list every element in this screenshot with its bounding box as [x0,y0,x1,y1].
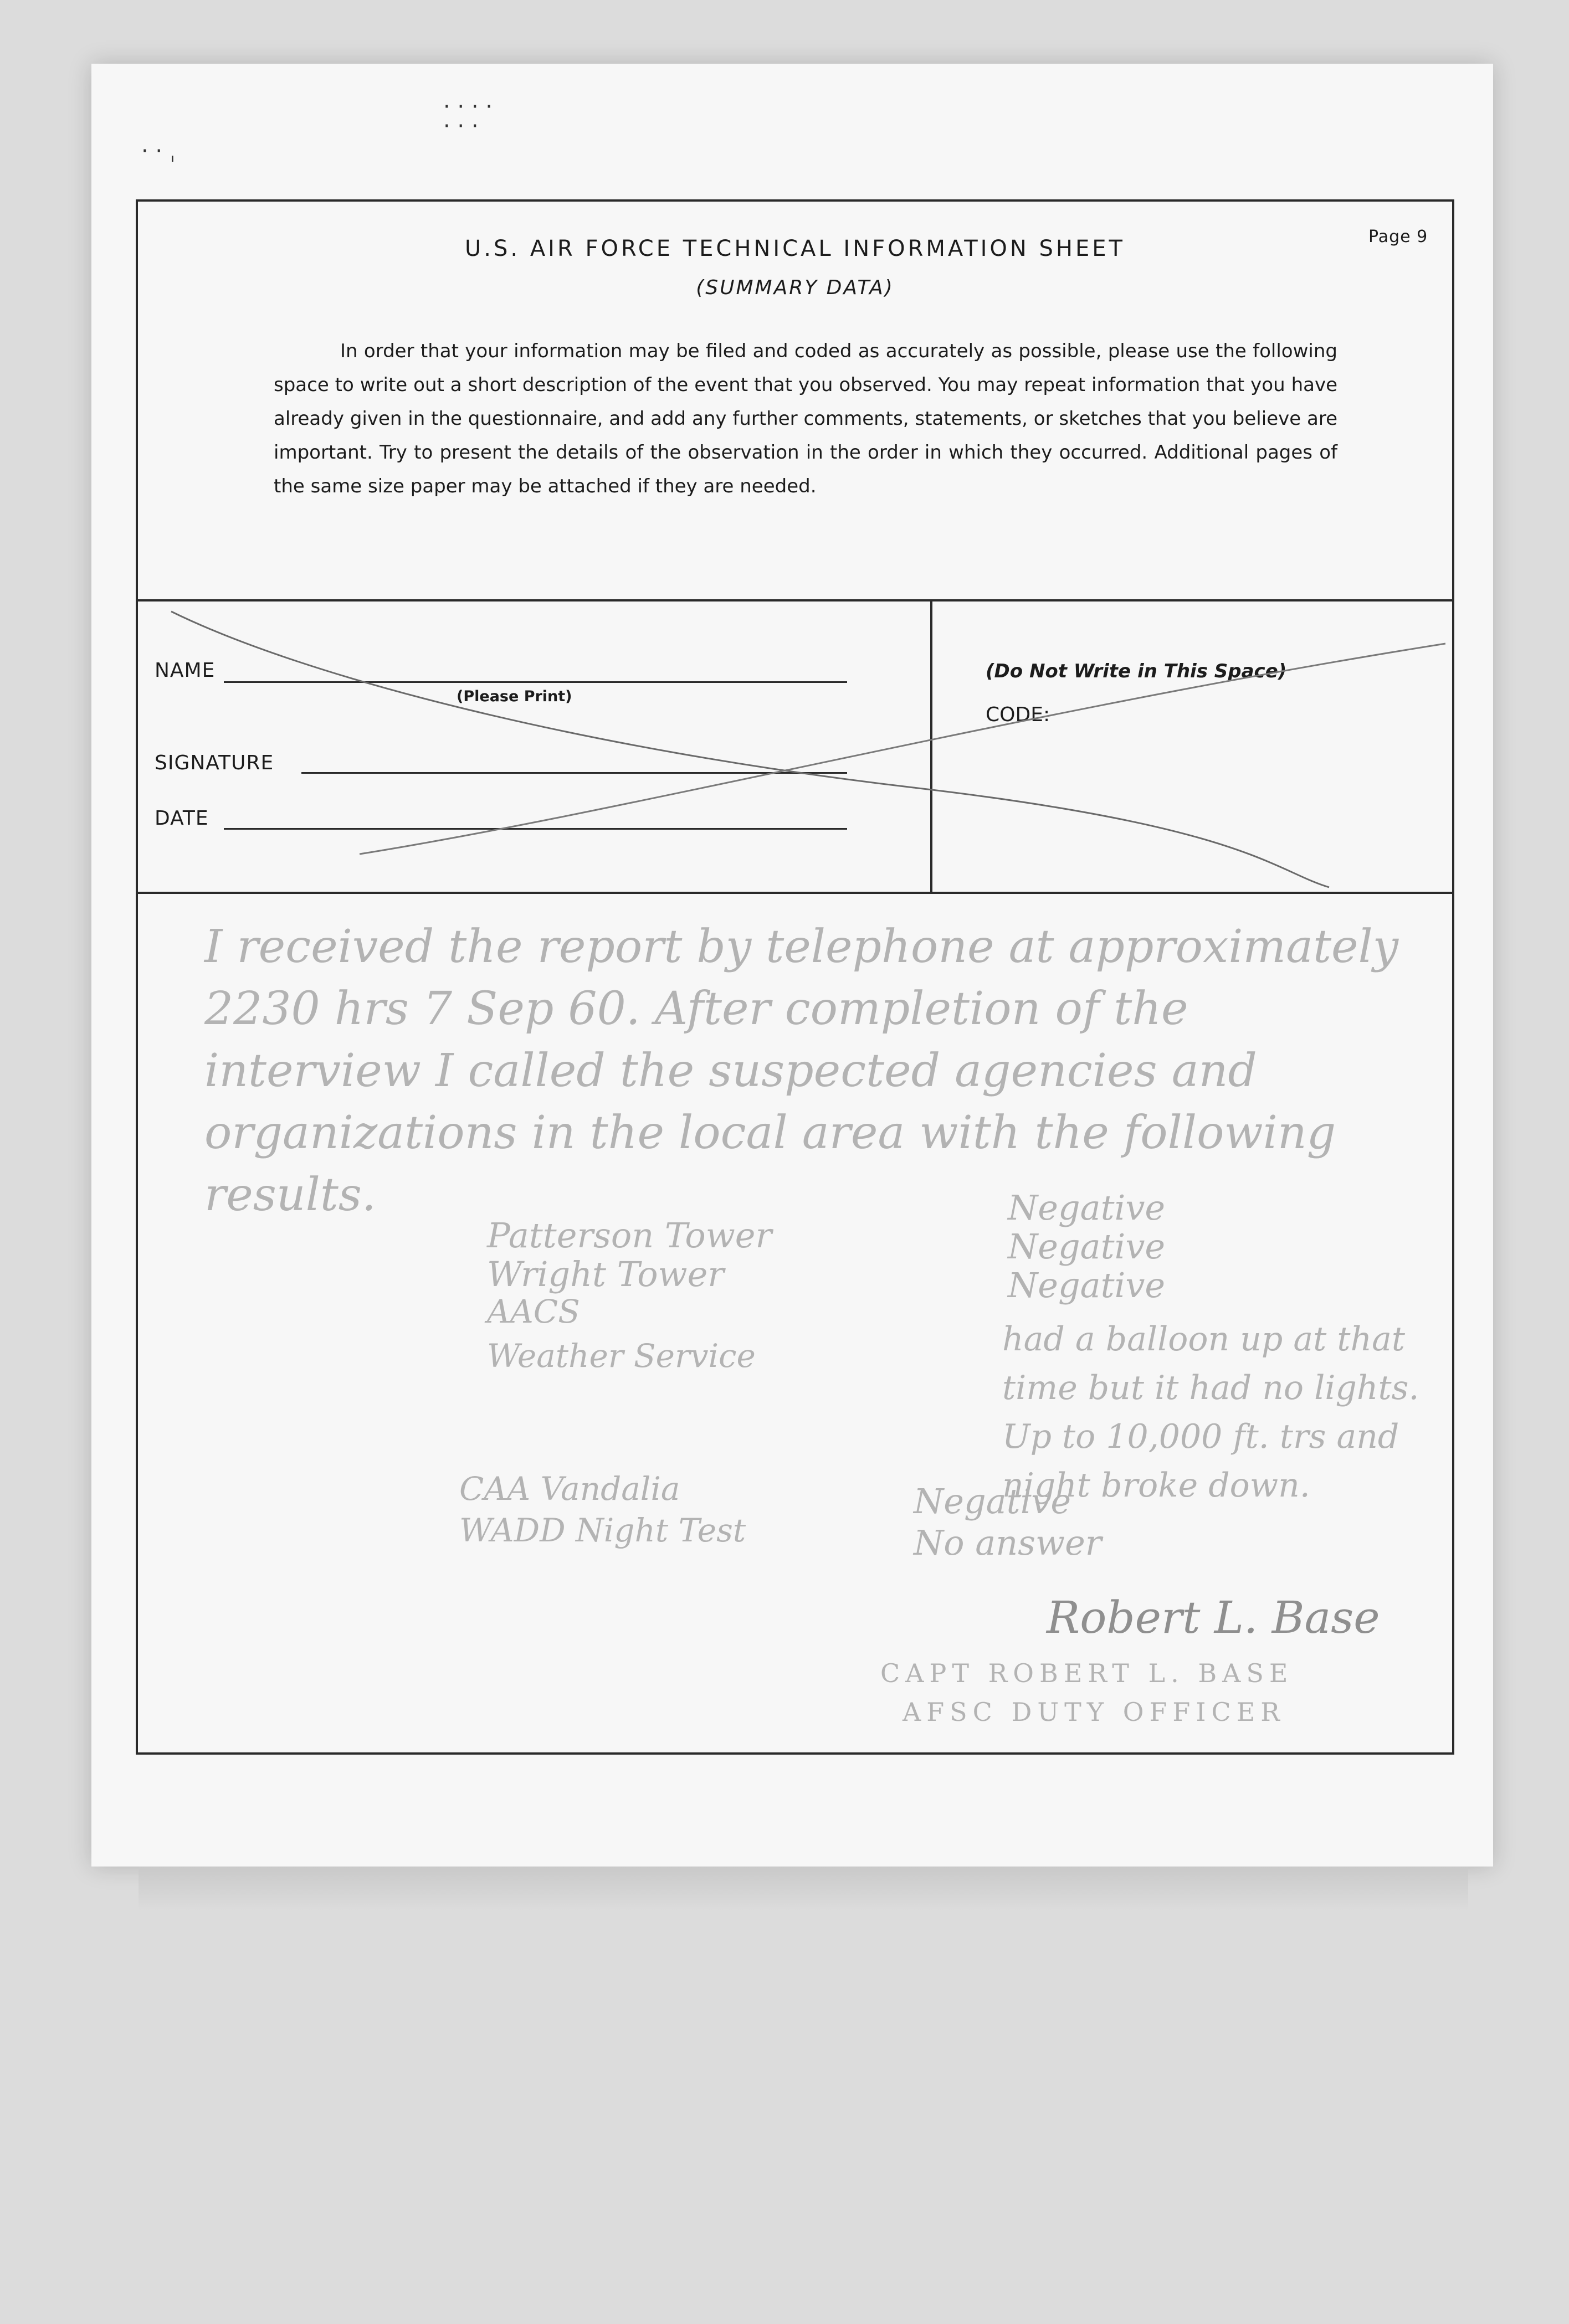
code-label: CODE: [986,703,1050,726]
result-wadd: No answer [914,1523,1102,1563]
form-subtitle: (SUMMARY DATA) [696,276,894,299]
agency-wright: Wright Tower [487,1254,724,1294]
signature-label: SIGNATURE [155,752,274,774]
please-print-note: (Please Print) [457,688,572,705]
result-caa: Negative [914,1481,1071,1521]
result-weather: had a balloon up at that time but it had no lights. Up to 10,000 ft. trs and night broke down. [1002,1320,1419,1505]
agency-caa: CAA Vandalia [459,1470,680,1508]
agency-aacs: AACS [487,1293,580,1330]
name-label: NAME [155,659,216,682]
cross-out-lines [138,599,1452,892]
officer-signature: Robert L. Base [1047,1592,1380,1643]
technical-information-sheet [136,199,1454,1755]
signature-block-name: CAPT ROBERT L. BASE [880,1658,1294,1688]
result-wright: Negative [1008,1226,1166,1267]
scan-specks: · · · · [443,94,493,120]
result-aacs: Negative [1008,1265,1166,1305]
form-header [138,202,1452,601]
signature-block-title: AFSC DUTY OFFICER [903,1697,1285,1727]
form-title: U.S. AIR FORCE TECHNICAL INFORMATION SHEET [465,236,1125,261]
scan-specks: · · ˌ [141,138,176,164]
agency-patterson: Patterson Tower [487,1215,772,1256]
film-shadow [139,1867,1468,1911]
narrative-handwriting: I received the report by telephone at approximately 2230 hrs 7 Sep 60. After completion of the interview I called the suspected agencies and organizations in the local area with the following results. [204,921,1399,1221]
agency-wadd: WADD Night Test [459,1511,746,1549]
identification-section [138,599,1452,894]
do-not-write-note: (Do Not Write in This Space) [986,660,1287,682]
scan-specks: · · · [443,114,479,139]
date-label: DATE [155,807,209,830]
page-number: Page 9 [1368,227,1428,246]
result-patterson: Negative [1008,1187,1166,1228]
agency-weather: Weather Service [487,1337,756,1375]
form-instructions: In order that your information may be filed and coded as accurately as possible, please use the following space to write out a short description of the event that you observed. You may repeat information that you have already given in the questionnaire, and add any further comments, statements, or sketches that you believe are important. Try to present the details of the observation in the order in which they occurred. Additional pages of the same size paper may be attached if they are needed. [274,340,1337,497]
